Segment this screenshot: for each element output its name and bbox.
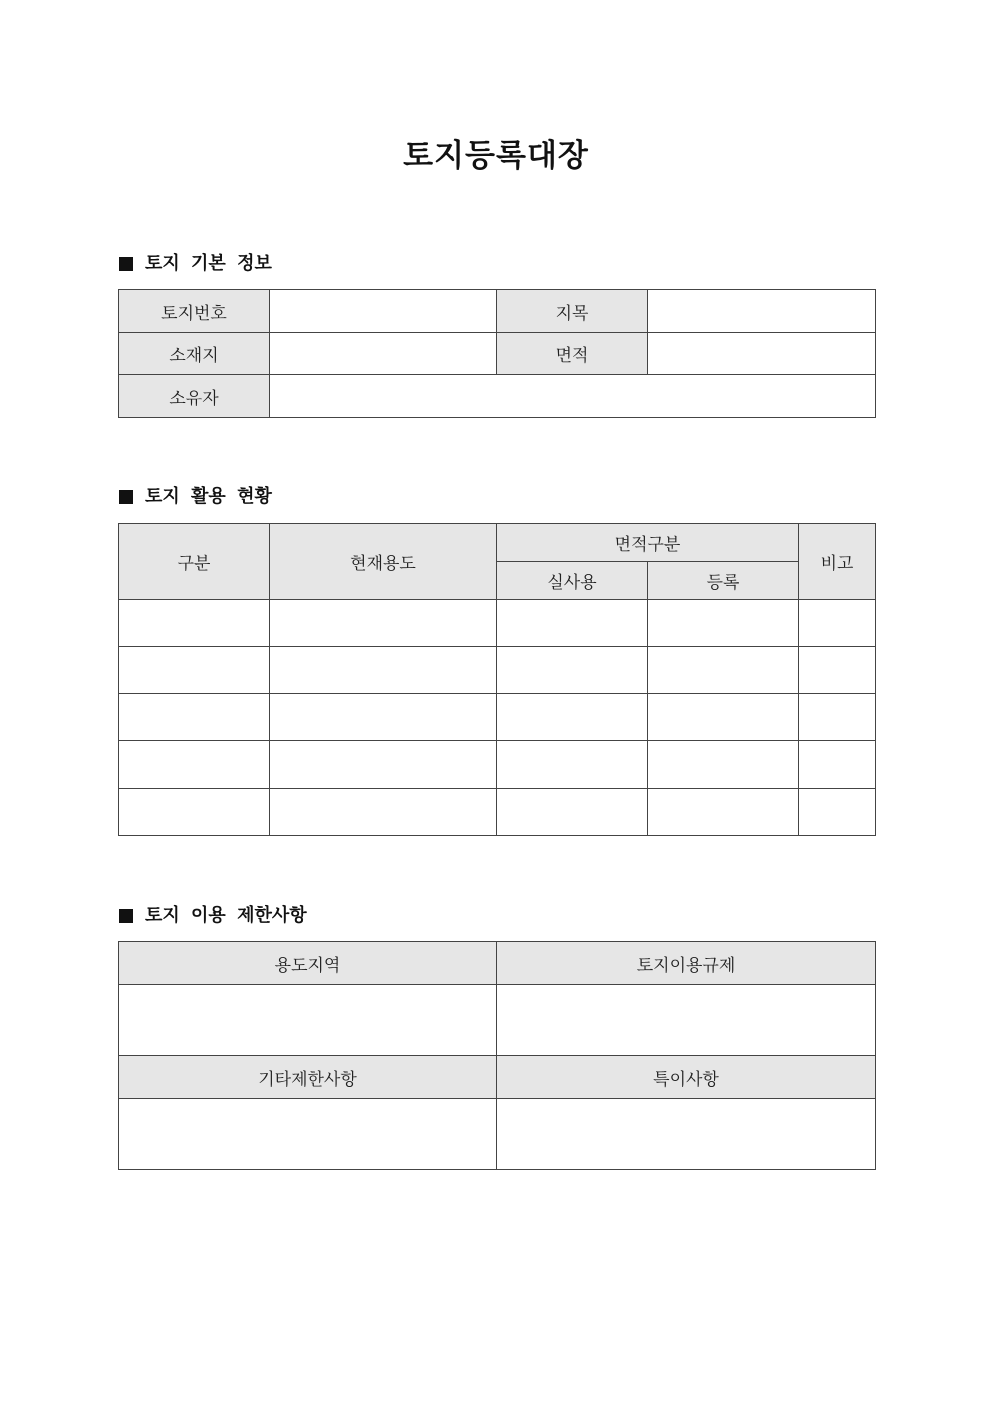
land-category-field[interactable] [648, 290, 876, 333]
table-row [119, 694, 876, 741]
remarks-header: 비고 [799, 524, 876, 600]
area-label: 면적 [497, 333, 648, 375]
table-row [119, 647, 876, 694]
other-restrictions-field[interactable] [119, 1099, 497, 1170]
restrictions-heading-text: 토지 이용 제한사항 [145, 905, 307, 926]
land-use-regulation-field[interactable] [497, 985, 876, 1056]
usage-remarks-cell[interactable] [799, 600, 876, 647]
usage-current-use-cell[interactable] [270, 789, 497, 836]
actual-use-header: 실사용 [497, 562, 648, 600]
other-restrictions-label: 기타제한사항 [119, 1056, 497, 1099]
restrictions-table [118, 941, 876, 1170]
usage-heading [119, 484, 272, 510]
owner-field[interactable] [270, 375, 876, 418]
square-bullet-icon [119, 490, 133, 504]
usage-actual-use-cell[interactable] [497, 600, 648, 647]
owner-label: 소유자 [119, 375, 270, 418]
location-label: 소재지 [119, 333, 270, 375]
usage-actual-use-cell[interactable] [497, 647, 648, 694]
usage-actual-use-cell[interactable] [497, 789, 648, 836]
basic-info-table [118, 289, 876, 418]
basic-info-heading-text: 토지 기본 정보 [145, 253, 272, 274]
usage-category-cell[interactable] [119, 647, 270, 694]
zoning-district-field[interactable] [119, 985, 497, 1056]
usage-category-cell[interactable] [119, 694, 270, 741]
page-title: 토지등록대장 [403, 138, 589, 174]
area-division-header: 면적구분 [497, 524, 799, 562]
zoning-district-label: 용도지역 [119, 942, 497, 985]
usage-category-cell[interactable] [119, 789, 270, 836]
usage-actual-use-cell[interactable] [497, 741, 648, 789]
land-use-regulation-label: 토지이용규제 [497, 942, 876, 985]
usage-heading-text: 토지 활용 현황 [145, 486, 272, 507]
parcel-number-label: 토지번호 [119, 290, 270, 333]
table-row [119, 741, 876, 789]
square-bullet-icon [119, 909, 133, 923]
usage-current-use-cell[interactable] [270, 741, 497, 789]
usage-remarks-cell[interactable] [799, 647, 876, 694]
usage-category-cell[interactable] [119, 741, 270, 789]
usage-actual-use-cell[interactable] [497, 694, 648, 741]
usage-registered-cell[interactable] [648, 600, 799, 647]
special-notes-field[interactable] [497, 1099, 876, 1170]
land-category-label: 지목 [497, 290, 648, 333]
location-field[interactable] [270, 333, 497, 375]
usage-category-cell[interactable] [119, 600, 270, 647]
square-bullet-icon [119, 257, 133, 271]
usage-current-use-cell[interactable] [270, 694, 497, 741]
usage-remarks-cell[interactable] [799, 789, 876, 836]
usage-remarks-cell[interactable] [799, 741, 876, 789]
category-header: 구분 [119, 524, 270, 600]
usage-registered-cell[interactable] [648, 741, 799, 789]
basic-info-heading [119, 251, 272, 277]
table-row [119, 789, 876, 836]
usage-registered-cell[interactable] [648, 789, 799, 836]
usage-remarks-cell[interactable] [799, 694, 876, 741]
special-notes-label: 특이사항 [497, 1056, 876, 1099]
usage-current-use-cell[interactable] [270, 647, 497, 694]
current-use-header: 현재용도 [270, 524, 497, 600]
usage-current-use-cell[interactable] [270, 600, 497, 647]
usage-registered-cell[interactable] [648, 647, 799, 694]
parcel-number-field[interactable] [270, 290, 497, 333]
usage-table [118, 523, 876, 836]
usage-registered-cell[interactable] [648, 694, 799, 741]
table-row [119, 600, 876, 647]
area-field[interactable] [648, 333, 876, 375]
restrictions-heading [119, 903, 307, 929]
registered-header: 등록 [648, 562, 799, 600]
